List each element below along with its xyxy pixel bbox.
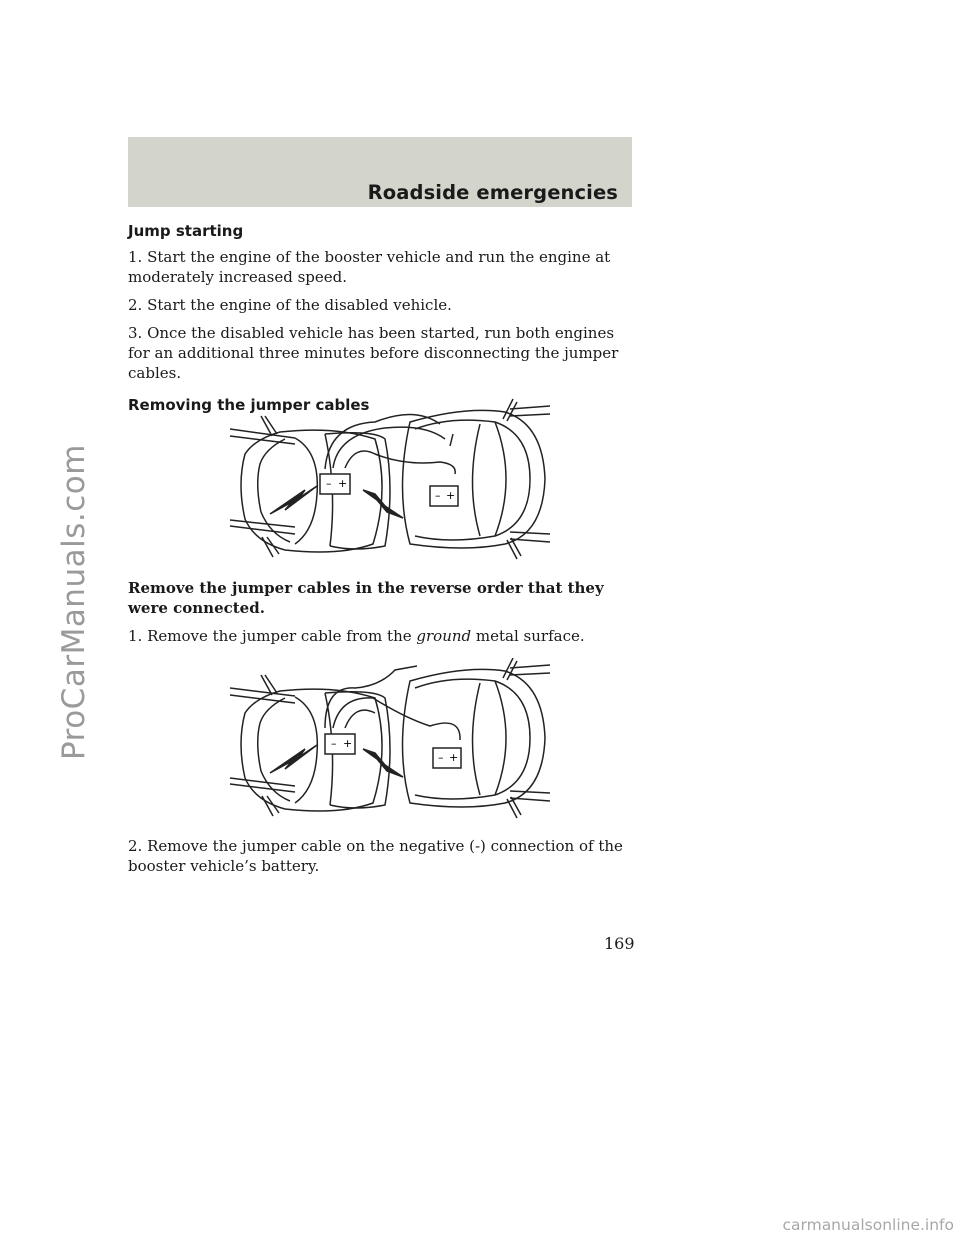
removal-step-1-ground: ground (416, 627, 472, 645)
disabled-battery-minus: – (435, 489, 441, 502)
booster-battery-minus: – (326, 477, 332, 490)
disabled-battery-plus: + (446, 489, 456, 502)
disabled-battery-minus-2: – (438, 751, 444, 764)
cars-illustration-2 (225, 658, 555, 828)
jumper-cables-figure-1 (225, 394, 555, 564)
removal-step-1-suffix: metal surface. (475, 627, 585, 645)
jump-starting-heading: Jump starting (128, 222, 244, 240)
watermark-bottom: carmanualsonline.info (782, 1216, 954, 1234)
removal-step-1 (128, 626, 638, 646)
booster-battery-plus: + (338, 477, 348, 490)
jump-step-2: 2. Start the engine of the disabled vehicle. (128, 296, 452, 314)
removal-content (128, 578, 638, 646)
removing-cables-heading: Removing the jumper cables (128, 396, 370, 414)
removal-step-1-prefix: 1. Remove the jumper cable from the (128, 627, 412, 645)
removal-content-2 (128, 836, 638, 876)
booster-battery-plus-2: + (343, 737, 353, 750)
booster-battery-minus-2: – (331, 737, 337, 750)
removal-step-2: 2. Remove the jumper cable on the negative (-) connection of the booster vehicle’s battery. (128, 837, 623, 875)
disabled-battery-plus-2: + (449, 751, 459, 764)
removal-intro: Remove the jumper cables in the reverse order that they were connected. (128, 579, 604, 617)
cars-illustration (225, 394, 555, 564)
section-title: Roadside emergencies (367, 181, 618, 204)
watermark-left-text: ProCarManuals.com (56, 444, 92, 760)
watermark-left (0, 0, 92, 1242)
page-content (128, 220, 638, 416)
section-header-band (128, 137, 632, 207)
jump-step-3: 3. Once the disabled vehicle has been started, run both engines for an additional three minutes before disconnecting the jumper cables. (128, 324, 619, 382)
page-number: 169 (604, 934, 635, 953)
jump-step-1: 1. Start the engine of the booster vehicle and run the engine at moderately increased speed. (128, 248, 611, 286)
jumper-cables-figure-2 (225, 658, 555, 828)
